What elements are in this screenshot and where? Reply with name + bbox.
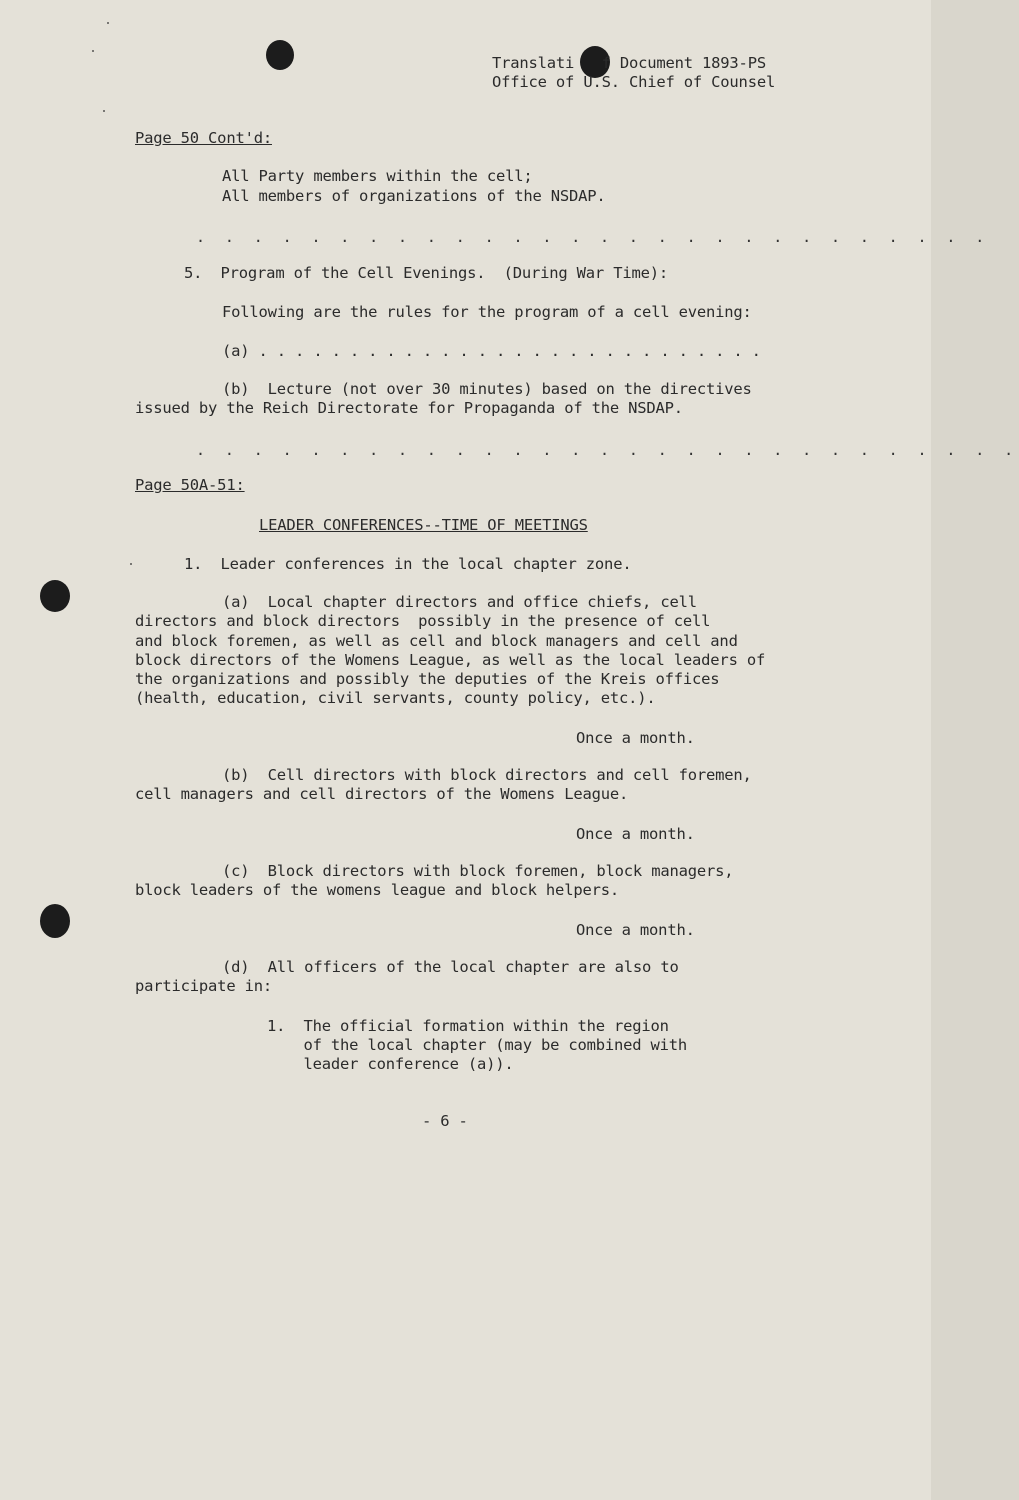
ellipsis-row-1: . . . . . . . . . . . . . . . . . . . . . . . . . . . . <box>196 228 990 246</box>
punch-hole-top <box>266 40 294 70</box>
page-number: - 6 - <box>422 1112 468 1130</box>
party-members-line: All Party members within the cell; <box>222 167 533 185</box>
section-heading-page-50: Page 50 Cont'd: <box>135 129 272 147</box>
frequency-a: Once a month. <box>576 729 695 747</box>
item-b-line-1: (b) Lecture (not over 30 minutes) based on the directives <box>222 380 752 398</box>
section-title: LEADER CONFERENCES--TIME OF MEETINGS <box>259 516 588 534</box>
punch-hole-left-lower <box>40 904 70 938</box>
paragraph-a-line: directors and block directors possibly in the presence of cell <box>135 612 711 630</box>
frequency-c: Once a month. <box>576 921 695 939</box>
organization-members-line: All members of organizations of the NSDAP. <box>222 187 606 205</box>
paragraph-d-line: (d) All officers of the local chapter are also to <box>222 958 679 976</box>
header-line-1: Translati f Document 1893-PS <box>492 54 766 72</box>
punch-hole-left-upper <box>40 580 70 612</box>
paragraph-b-line: (b) Cell directors with block directors and cell foremen, <box>222 766 752 784</box>
sub-item-1-line: of the local chapter (may be combined with <box>267 1036 688 1054</box>
item-b-line-2: issued by the Reich Directorate for Propaganda of the NSDAP. <box>135 399 683 417</box>
paragraph-a-line: (health, education, civil servants, county policy, etc.). <box>135 689 656 707</box>
paragraph-d-line: participate in: <box>135 977 272 995</box>
ellipsis-row-2: . . . . . . . . . . . . . . . . . . . . . . . . . . . . . <box>196 441 1019 459</box>
rules-line: Following are the rules for the program of a cell evening: <box>222 303 752 321</box>
header-line-2: Office of U.S. Chief of Counsel <box>492 73 776 91</box>
item-1-heading: 1. Leader conferences in the local chapter zone. <box>184 555 632 573</box>
paragraph-a-line: and block foremen, as well as cell and block managers and cell and <box>135 632 738 650</box>
paragraph-b-line: cell managers and cell directors of the Womens League. <box>135 785 629 803</box>
frequency-b: Once a month. <box>576 825 695 843</box>
item-5-heading: 5. Program of the Cell Evenings. (During War Time): <box>184 264 668 282</box>
section-heading-page-50a-51: Page 50A-51: <box>135 476 245 494</box>
sub-item-1-line: leader conference (a)). <box>267 1055 514 1073</box>
paragraph-a-line: (a) Local chapter directors and office chiefs, cell <box>222 593 697 611</box>
paragraph-c-line: (c) Block directors with block foremen, block managers, <box>222 862 734 880</box>
paragraph-c-line: block leaders of the womens league and block helpers. <box>135 881 619 899</box>
paragraph-a-line: the organizations and possibly the deputies of the Kreis offices <box>135 670 720 688</box>
sub-item-1-line: 1. The official formation within the region <box>267 1017 669 1035</box>
item-a-line: (a) . . . . . . . . . . . . . . . . . . . . . . . . . . . . <box>222 342 761 360</box>
paragraph-a-line: block directors of the Womens League, as well as the local leaders of <box>135 651 766 669</box>
